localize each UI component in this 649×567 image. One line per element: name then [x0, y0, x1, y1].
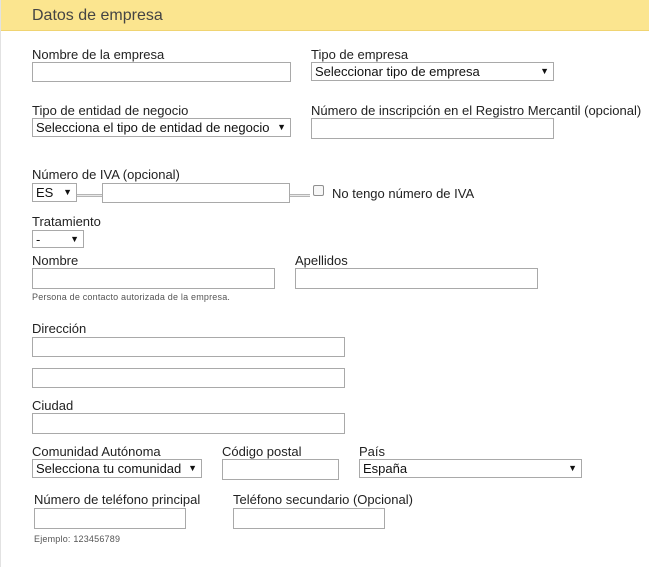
section-title: Datos de empresa: [32, 7, 163, 24]
vat-country-selected: ES: [36, 185, 54, 200]
dropdown-arrow-icon: ▼: [540, 66, 549, 76]
entity-type-selected: Selecciona el tipo de entidad de negocio: [36, 120, 270, 135]
first-name-label: Nombre: [32, 253, 79, 268]
dropdown-arrow-icon: ▼: [188, 463, 197, 473]
title-selected: -: [36, 232, 41, 247]
no-vat-checkbox[interactable]: [313, 185, 324, 196]
company-type-selected: Seleccionar tipo de empresa: [315, 64, 480, 79]
vat-number-input[interactable]: [102, 183, 290, 203]
title-select[interactable]: [32, 230, 84, 248]
region-selected: Selecciona tu comunidad: [36, 461, 182, 476]
entity-type-select[interactable]: [32, 118, 291, 137]
phone-secondary-input[interactable]: [233, 508, 385, 529]
company-name-label: Nombre de la empresa: [32, 47, 165, 62]
company-type-label: Tipo de empresa: [311, 47, 409, 62]
phone-secondary-label: Teléfono secundario (Opcional): [233, 492, 413, 507]
phone-primary-input[interactable]: [34, 508, 186, 529]
address-label: Dirección: [32, 321, 87, 336]
postal-code-label: Código postal: [222, 444, 302, 459]
company-type-select[interactable]: [311, 62, 554, 81]
vat-connector: [290, 194, 310, 197]
contact-hint: Persona de contacto autorizada de la empresa.: [32, 292, 231, 302]
dropdown-arrow-icon: ▼: [277, 122, 286, 132]
country-select[interactable]: [359, 459, 582, 478]
phone-hint: Ejemplo: 123456789: [34, 534, 121, 544]
region-label: Comunidad Autónoma: [32, 444, 161, 459]
address-line2-input[interactable]: [32, 368, 345, 388]
company-name-input[interactable]: [32, 62, 291, 82]
dropdown-arrow-icon: ▼: [63, 187, 72, 197]
vat-connector: [77, 194, 102, 197]
vat-label: Número de IVA (opcional): [32, 167, 180, 182]
section-header: [1, 0, 649, 31]
country-selected: España: [363, 461, 408, 476]
registry-number-input[interactable]: [311, 118, 554, 139]
registry-number-label: Número de inscripción en el Registro Mercantil (opcional): [311, 103, 642, 118]
title-label: Tratamiento: [32, 214, 101, 229]
city-input[interactable]: [32, 413, 345, 434]
region-select[interactable]: [32, 459, 202, 478]
last-name-input[interactable]: [295, 268, 538, 289]
country-label: País: [359, 444, 386, 459]
dropdown-arrow-icon: ▼: [70, 234, 79, 244]
phone-primary-label: Número de teléfono principal: [34, 492, 201, 507]
address-line1-input[interactable]: [32, 337, 345, 357]
last-name-label: Apellidos: [295, 253, 348, 268]
dropdown-arrow-icon: ▼: [568, 463, 577, 473]
vat-country-select[interactable]: [32, 183, 77, 202]
first-name-input[interactable]: [32, 268, 275, 289]
entity-type-label: Tipo de entidad de negocio: [32, 103, 189, 118]
city-label: Ciudad: [32, 398, 74, 413]
postal-code-input[interactable]: [222, 459, 339, 480]
no-vat-label: No tengo número de IVA: [332, 186, 475, 201]
